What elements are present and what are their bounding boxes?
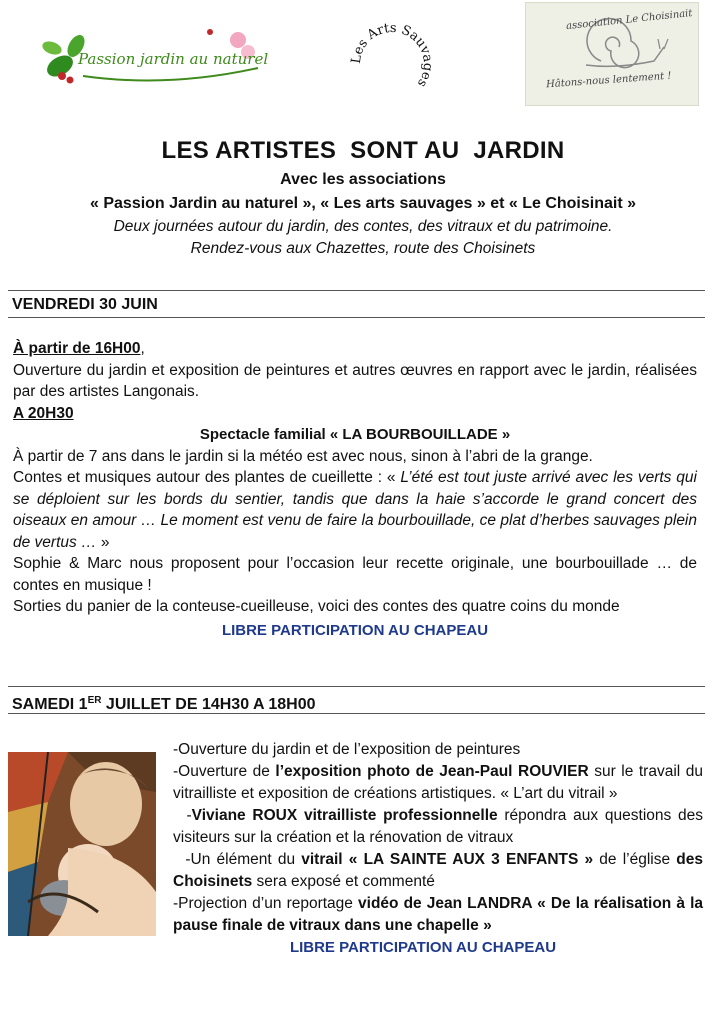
- p2-end: »: [96, 533, 110, 551]
- samedi-participation: LIBRE PARTICIPATION AU CHAPEAU: [289, 939, 557, 956]
- samedi-line-5: [173, 893, 703, 937]
- p2-start: Contes et musiques autour des plantes de cueillette : «: [13, 469, 401, 486]
- vendredi-heading: [8, 290, 705, 318]
- samedi-line-1: -Ouverture du jardin et de l’exposition de peintures: [173, 741, 521, 758]
- l2-c: sur le travail du vitrailliste et exposition de créations artistiques. « L’art du vitrail »: [173, 763, 703, 802]
- intro-line-2: Rendez-vous aux Chazettes, route des Choisinets: [190, 240, 536, 257]
- l4-c: de l’église: [593, 851, 677, 868]
- l4-e: sera exposé et commenté: [252, 873, 435, 890]
- page-title: LES ARTISTES SONT AU JARDIN: [161, 137, 565, 164]
- vendredi-paragraph-1: À partir de 7 ans dans le jardin si la météo est avec nous, sinon à l’abri de la grange.: [13, 447, 593, 465]
- vendredi-paragraph-2: [13, 467, 697, 553]
- p2-quote: L’été est tout juste arrivé avec les verts qui se déploient sur les bords du sentier, tandis que dans la haie s’accorde le grand concert des oiseaux en amour … Le moment est venu de faire la bourbouillade, ce plat d’herbes sauvages plein de vertus …: [13, 469, 697, 551]
- vendredi-section: [13, 338, 697, 641]
- samedi-heading-part2: JUILLET DE 14H30 A 18H00: [101, 696, 316, 713]
- l2-a: -Ouverture de: [173, 763, 276, 780]
- choisinait-logo: [525, 2, 699, 106]
- vendredi-participation: LIBRE PARTICIPATION AU CHAPEAU: [221, 621, 489, 639]
- l3-b: Viviane ROUX vitrailliste professionnelle: [191, 807, 498, 824]
- l5-a: -Projection d’un reportage: [173, 895, 359, 912]
- show-title: Spectacle familial « LA BOURBOUILLADE »: [199, 426, 511, 443]
- samedi-heading-sup: ER: [87, 695, 102, 706]
- l5-b: vidéo de Jean LANDRA « De la réalisation à la pause finale de vitraux dans une chapelle »: [173, 895, 703, 934]
- stained-glass-image: [8, 752, 156, 936]
- samedi-heading: [8, 686, 705, 714]
- passion-jardin-logo: [38, 18, 273, 90]
- part1-heading: À partir de 16H00: [13, 340, 141, 357]
- associations-line: « Passion Jardin au naturel », « Les arts sauvages » et « Le Choisinait »: [90, 195, 636, 212]
- samedi-line-2: [173, 761, 703, 805]
- arts-sauvages-logo: [346, 18, 438, 110]
- logo1-text: Passion jardin au naturel: [78, 50, 269, 68]
- logo3-slogan: Hâtons-nous lentement !: [545, 70, 672, 91]
- samedi-line-3: [173, 805, 708, 849]
- l3-a: -: [173, 807, 192, 824]
- l3-c: répondra aux questions des visiteurs sur la création et la rénovation de vitraux: [173, 807, 708, 846]
- page-header: [0, 136, 726, 260]
- l4-d: des Choisinets: [173, 851, 708, 890]
- logo3-top-text: association Le Choisinait: [565, 7, 693, 33]
- vendredi-paragraph-4: Sorties du panier de la conteuse-cueilleuse, voici des contes des quatre coins du monde: [13, 598, 620, 615]
- intro-line-1: Deux journées autour du jardin, des contes, des vitraux et du patrimoine.: [113, 218, 613, 235]
- samedi-section: [173, 739, 708, 959]
- part1-comma: ,: [140, 340, 145, 357]
- logo-banner: [0, 0, 726, 110]
- l4-b: vitrail « LA SAINTE AUX 3 ENFANTS »: [301, 851, 594, 868]
- l2-b: l’exposition photo de Jean-Paul ROUVIER: [275, 763, 589, 780]
- logo2-text: Les Arts Sauvages: [348, 20, 436, 90]
- samedi-line-4: [173, 849, 708, 893]
- samedi-heading-part1: SAMEDI 1: [12, 696, 88, 713]
- part2-heading: A 20H30: [13, 404, 74, 422]
- vendredi-heading-text: VENDREDI 30 JUIN: [12, 296, 158, 313]
- part1-text: Ouverture du jardin et exposition de peintures et autres œuvres en rapport avec le jardin, réalisées par des artistes Langonais.: [13, 361, 697, 400]
- page-subtitle: Avec les associations: [280, 171, 446, 188]
- circular-text-icon: [346, 18, 438, 110]
- l4-a: -Un élément du: [173, 851, 302, 868]
- vendredi-paragraph-3: Sophie & Marc nous proposent pour l’occasion leur recette originale, une bourbouillade … de contes en musique !: [13, 555, 697, 594]
- svg-text:Les Arts Sauvages: [349, 21, 435, 90]
